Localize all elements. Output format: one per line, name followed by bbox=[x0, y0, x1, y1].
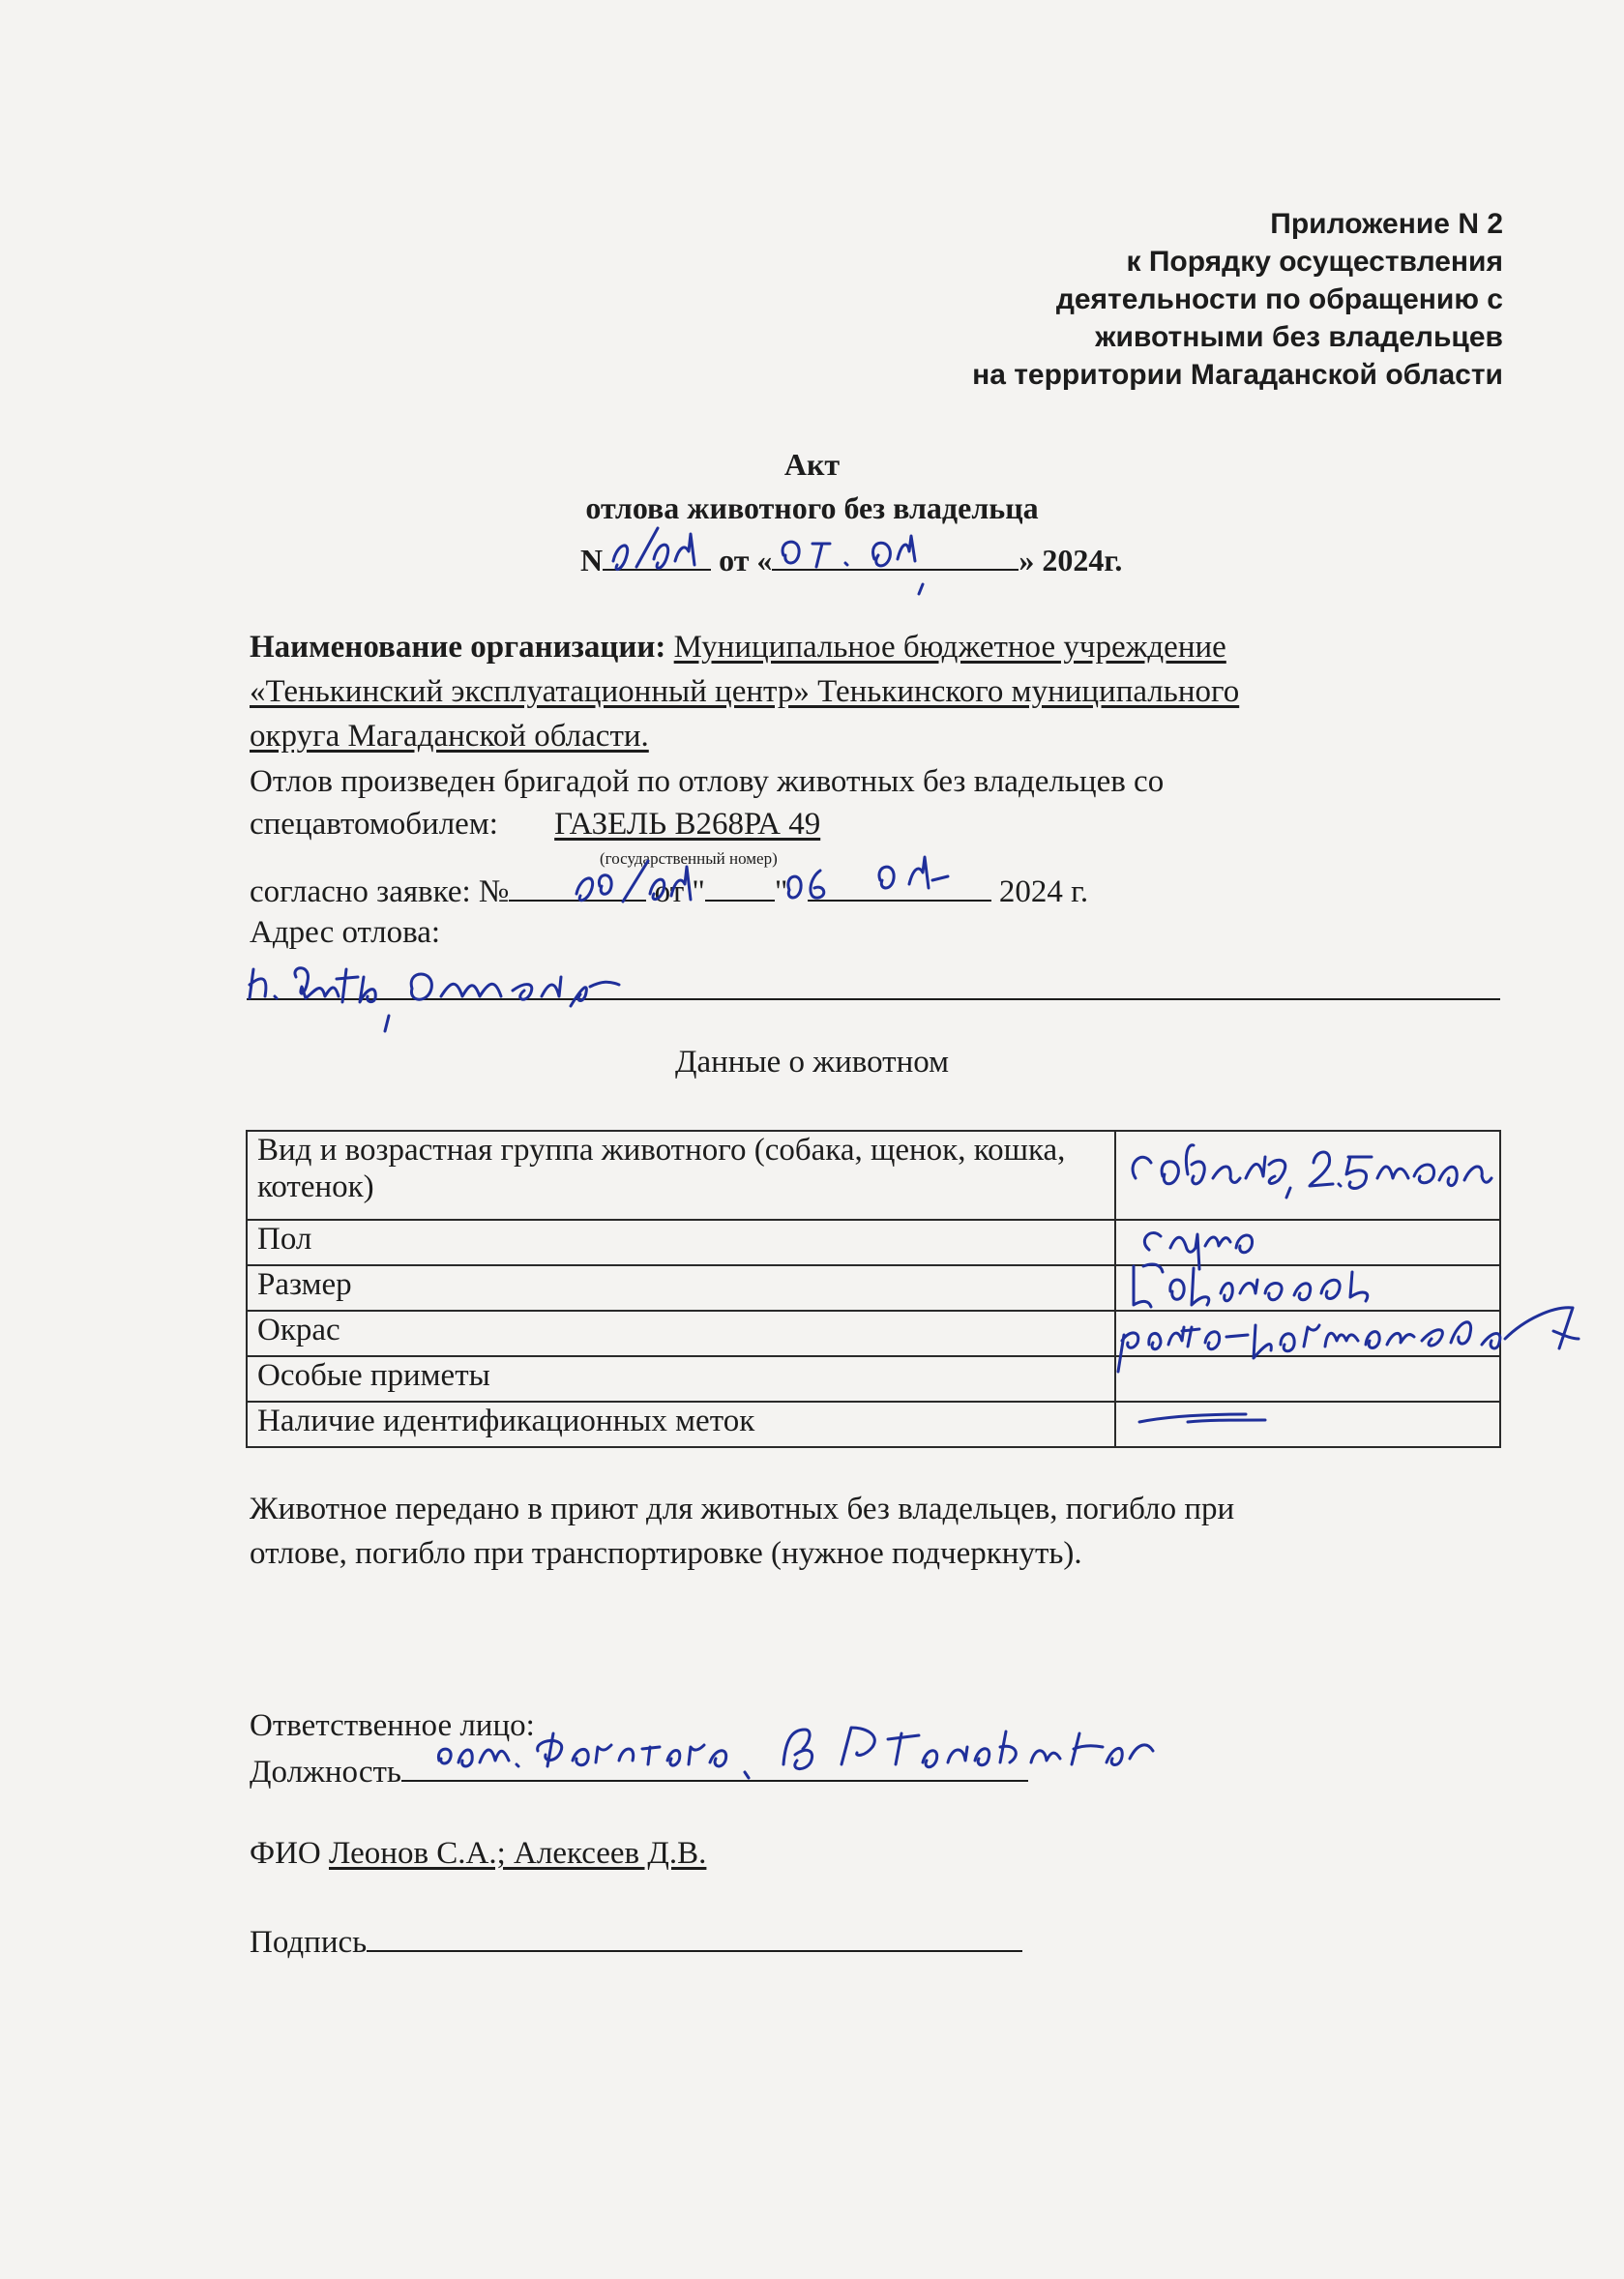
fio-label: ФИО bbox=[250, 1836, 321, 1871]
organization-line-1 bbox=[250, 630, 1226, 666]
handwritten-species-age bbox=[1124, 1136, 1511, 1203]
position-label: Должность bbox=[250, 1755, 401, 1790]
organization-name-part-3: округа Магаданской области. bbox=[250, 719, 649, 754]
request-label: согласно заявке: № bbox=[250, 874, 510, 909]
table-cell-label: Вид и возрастная группа животного (собака, щенок, кошка, котенок) bbox=[247, 1131, 1115, 1220]
appendix-line: к Порядку осуществления bbox=[1126, 246, 1503, 278]
table-cell-label: Особые приметы bbox=[247, 1356, 1115, 1402]
animal-section-title: Данные о животном bbox=[674, 1045, 949, 1080]
act-year-suffix: » 2024г. bbox=[1019, 543, 1123, 577]
appendix-line: животными без владельцев bbox=[1095, 321, 1503, 353]
responsible-label: Ответственное лицо: bbox=[250, 1708, 535, 1743]
act-title: Акт bbox=[783, 447, 841, 482]
handwritten-act-number bbox=[607, 522, 714, 590]
appendix-line: Приложение N 2 bbox=[1270, 208, 1503, 240]
request-quote-close: " bbox=[774, 874, 788, 909]
table-cell-label: Размер bbox=[247, 1265, 1115, 1311]
vehicle-line bbox=[250, 807, 820, 843]
table-cell-label: Наличие идентификационных меток bbox=[247, 1402, 1115, 1447]
organization-name-part-1: Муниципальное бюджетное учреждение bbox=[673, 630, 1226, 665]
animal-data-table bbox=[246, 1130, 1501, 1448]
table-row bbox=[247, 1131, 1500, 1220]
table-cell-value bbox=[1115, 1402, 1500, 1447]
vehicle-hint: (государственный номер) bbox=[600, 849, 778, 868]
table-cell-value bbox=[1115, 1311, 1500, 1356]
table-cell-label: Пол bbox=[247, 1220, 1115, 1265]
handwritten-request-day bbox=[778, 861, 836, 915]
signature-blank bbox=[367, 1923, 1022, 1952]
request-year: 2024 г. bbox=[998, 874, 1089, 909]
table-cell-value bbox=[1115, 1356, 1500, 1402]
handwritten-act-date bbox=[774, 526, 967, 600]
organization-name-part-2: «Тенькинский эксплуатационный центр» Тенькинского муниципального bbox=[250, 674, 1240, 709]
handwritten-marks-dash bbox=[1130, 1403, 1284, 1441]
table-row bbox=[247, 1356, 1500, 1402]
signature-line bbox=[250, 1923, 1022, 1961]
handwritten-request-month bbox=[871, 851, 958, 905]
appendix-line: на территории Магаданской области bbox=[972, 359, 1503, 391]
act-date-from: от « bbox=[719, 543, 773, 577]
act-subtitle: отлова животного без владельца bbox=[585, 490, 1039, 525]
vehicle-number: ГАЗЕЛЬ В268РА 49 bbox=[554, 807, 821, 842]
fio-line bbox=[250, 1836, 706, 1872]
act-number-prefix: N bbox=[580, 543, 604, 577]
outcome-line-2: отлове, погибло при транспортировке (нужное подчеркнуть). bbox=[250, 1536, 1082, 1571]
handwritten-position bbox=[426, 1718, 1170, 1795]
outcome-line-1: Животное передано в приют для животных без владельцев, погибло при bbox=[250, 1492, 1235, 1526]
fio-value: Леонов С.А.; Алексеев Д.В. bbox=[328, 1836, 707, 1871]
request-from: от " bbox=[654, 874, 705, 909]
table-cell-label: Окрас bbox=[247, 1311, 1115, 1356]
handwritten-address bbox=[242, 948, 648, 1035]
appendix-line: деятельности по обращению с bbox=[1055, 283, 1503, 315]
table-row bbox=[247, 1311, 1500, 1356]
signature-label: Подпись bbox=[250, 1925, 368, 1960]
table-cell-value bbox=[1115, 1131, 1500, 1220]
brigade-line: Отлов произведен бригадой по отлову животных без владельцев со bbox=[250, 764, 1165, 799]
vehicle-label: спецавтомобилем: bbox=[250, 807, 498, 842]
appendix-header bbox=[826, 205, 1503, 394]
handwritten-request-number bbox=[571, 855, 716, 923]
table-row bbox=[247, 1402, 1500, 1447]
organization-label: Наименование организации: bbox=[250, 630, 666, 665]
address-label: Адрес отлова: bbox=[250, 915, 441, 950]
